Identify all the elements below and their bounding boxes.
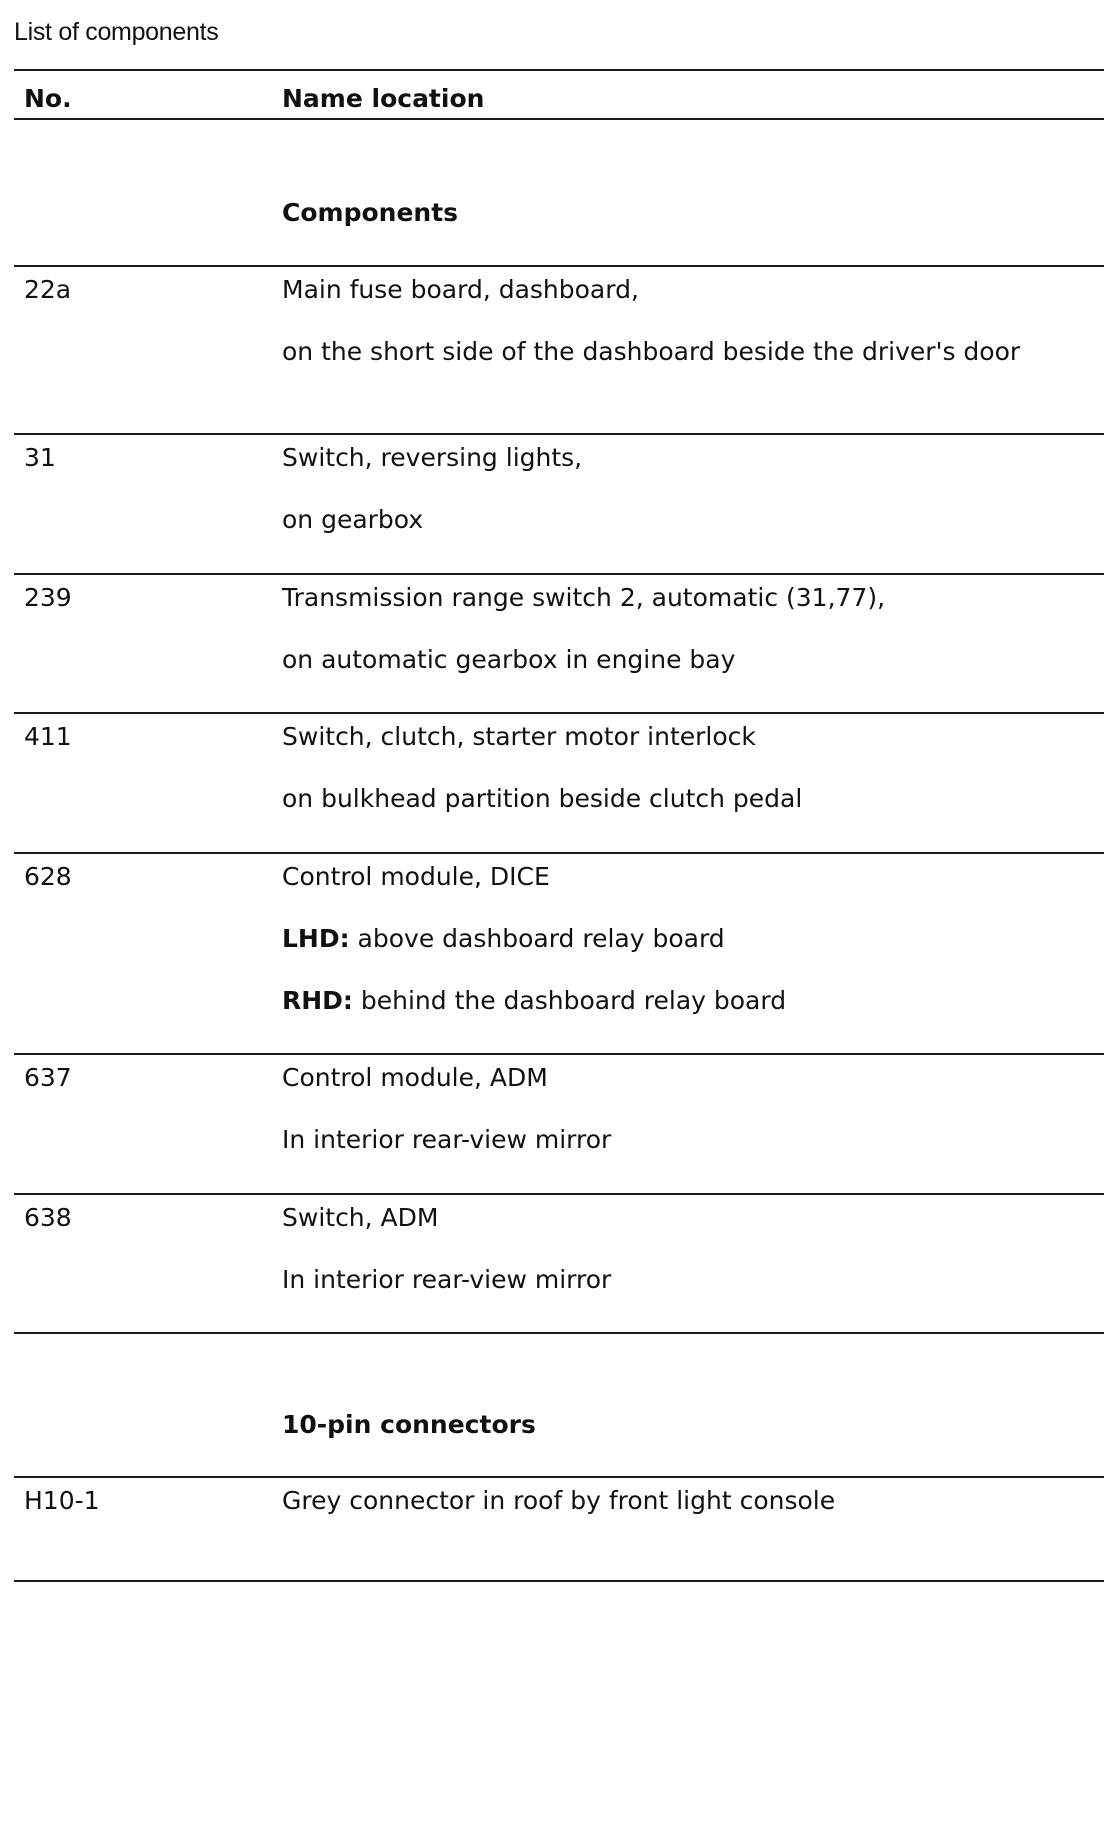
component-name: Switch, ADM bbox=[282, 1203, 439, 1232]
connector-number: H10-1 bbox=[24, 1486, 100, 1515]
component-number: 31 bbox=[24, 443, 56, 472]
component-name: Main fuse board, dashboard, bbox=[282, 275, 639, 304]
row-separator bbox=[14, 1053, 1104, 1055]
component-location: In interior rear-view mirror bbox=[282, 1265, 612, 1294]
row-separator bbox=[14, 852, 1104, 854]
page-heading: List of components bbox=[14, 18, 219, 46]
component-number: 22a bbox=[24, 275, 72, 304]
row-separator bbox=[14, 573, 1104, 575]
table-top-rule bbox=[14, 69, 1104, 71]
component-number: 637 bbox=[24, 1063, 72, 1092]
component-location: on bulkhead partition beside clutch pedal bbox=[282, 784, 803, 813]
component-name: Switch, clutch, starter motor interlock bbox=[282, 722, 756, 751]
row-separator bbox=[14, 712, 1104, 714]
lhd-location: above dashboard relay board bbox=[349, 924, 725, 953]
row-separator bbox=[14, 1476, 1104, 1478]
component-location: In interior rear-view mirror bbox=[282, 1125, 612, 1154]
component-number: 628 bbox=[24, 862, 72, 891]
connector-name-location: Grey connector in roof by front light console bbox=[282, 1486, 836, 1515]
section-title-10-pin-connectors: 10-pin connectors bbox=[282, 1410, 536, 1439]
component-location: on the short side of the dashboard beside the driver's door bbox=[282, 337, 1021, 366]
rhd-location: behind the dashboard relay board bbox=[352, 986, 787, 1015]
component-location-lhd bbox=[282, 922, 725, 956]
component-number: 239 bbox=[24, 583, 72, 612]
component-number: 638 bbox=[24, 1203, 72, 1232]
row-separator bbox=[14, 1193, 1104, 1195]
rhd-label: RHD: bbox=[282, 986, 353, 1015]
component-location-rhd bbox=[282, 984, 786, 1018]
column-header-name-location: Name location bbox=[282, 84, 485, 113]
table-bottom-rule bbox=[14, 1580, 1104, 1582]
component-name: Control module, ADM bbox=[282, 1063, 548, 1092]
column-header-no: No. bbox=[24, 84, 72, 113]
component-location: on gearbox bbox=[282, 505, 424, 534]
component-name: Transmission range switch 2, automatic (31,77), bbox=[282, 583, 886, 612]
component-name: Switch, reversing lights, bbox=[282, 443, 583, 472]
section-title-components: Components bbox=[282, 198, 459, 227]
table-header-rule bbox=[14, 118, 1104, 120]
row-separator bbox=[14, 265, 1104, 267]
row-separator bbox=[14, 433, 1104, 435]
component-location: on automatic gearbox in engine bay bbox=[282, 645, 736, 674]
component-number: 411 bbox=[24, 722, 72, 751]
lhd-label: LHD: bbox=[282, 924, 350, 953]
component-name: Control module, DICE bbox=[282, 862, 550, 891]
section-end-rule bbox=[14, 1332, 1104, 1334]
